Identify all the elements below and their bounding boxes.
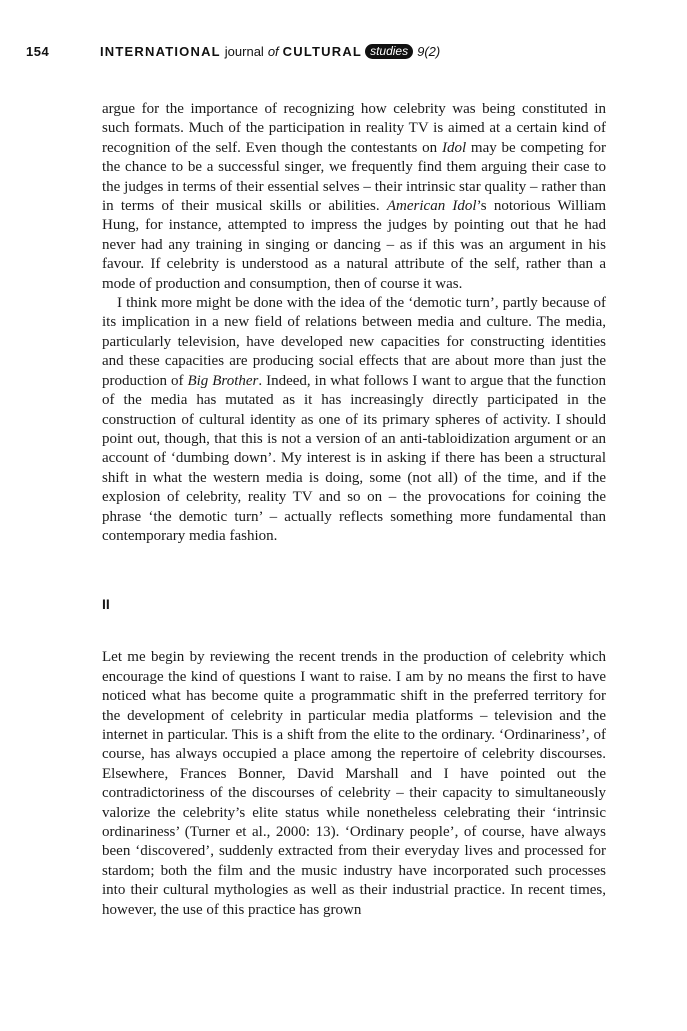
journal-title-cultural: CULTURAL	[282, 44, 363, 59]
journal-title-international: INTERNATIONAL	[100, 44, 221, 59]
paragraph-1	[102, 100, 606, 294]
show-title-american-idol: American Idol	[386, 198, 477, 215]
paragraph-1-text-c: ’s notorious William Hung, for instance, attempted to impress the judges by pointing out that he had never had any training in singing or dancing – as if this was an argument in his favour. If celebrity is understood as a natural attribute of the self, rather than a mode of production and consumption, then of course it was.	[102, 198, 607, 292]
paragraph-1-text-b: may be competing for the chance to be a successful singer, we frequently find them arguing their case to the judges in terms of their essential selves – their intrinsic star quality – rather than in terms of their musical skills or abilities.	[102, 139, 606, 215]
show-title-big-brother: Big Brother	[187, 372, 259, 389]
paragraph-2-text-a: I think more might be done with the idea of the ‘demotic turn’, partly because of its implication in a new field of relations between media and culture. The media, particularly television, have developed new capacities for constructing identities and these capacities are producing social effects that are about more than just the production of	[102, 295, 606, 389]
paragraph-2-text-b: . Indeed, in what follows I want to argue that the function of the media has mutated as it has increasingly directly participated in the construction of cultural identity as one of its primary spheres of activity. I should point out, though, that this is not a version of an anti-tabloidization argument or an account of ‘dumbing down’. My interest is in asking if there has been a structural shift in what the western media is doing, some (not all) of the time, and if the explosion of celebrity, reality TV and so on – the provocations for coining the phrase ‘the demotic turn’ – actually reflects something more fundamental than contemporary media fashion.	[102, 372, 606, 544]
paragraph-3: Let me begin by reviewing the recent trends in the production of celebrity which encourage the kind of questions I want to raise. I am by no means the first to have noticed what has become quite a programmatic shift in the preferred territory for the development of celebrity in particular media platforms – television and the internet in particular. This is a shift from the elite to the ordinary. ‘Ordinariness’, of course, has always occupied a place among the repertoire of celebrity discourses. Elsewhere, Frances Bonner, David Marshall and I have pointed out the contradictoriness of the discourses of celebrity – their capacity to simultaneously valorize the celebrity’s elite status while nonetheless celebrating their ‘intrinsic ordinariness’ (Turner et al., 2000: 13). ‘Ordinary people’, of course, have always been ‘discovered’, suddenly extracted from their everyday lives and processed for stardom; both the film and the music industry have incorporated such processes into their cultural mythologies as well as their industrial practice. In recent times, however, the use of this practice has grown	[102, 649, 606, 918]
running-head	[26, 44, 440, 59]
article-body	[102, 100, 606, 920]
section-heading: II	[102, 596, 110, 613]
page-number: 154	[26, 44, 50, 59]
journal-title-of: of	[267, 44, 279, 59]
show-title-idol: Idol	[441, 139, 467, 156]
studies-logo-badge: studies	[365, 44, 413, 59]
issue-number: 9(2)	[417, 44, 441, 59]
paragraph-1-text-a: argue for the importance of recognizing how celebrity was being constituted in such formats. Much of the participation in reality TV is aimed at a certain kind of recognition of the self. Even though the contestants on	[102, 101, 606, 156]
journal-title-journal: journal	[224, 44, 264, 59]
paragraph-2	[102, 294, 606, 546]
